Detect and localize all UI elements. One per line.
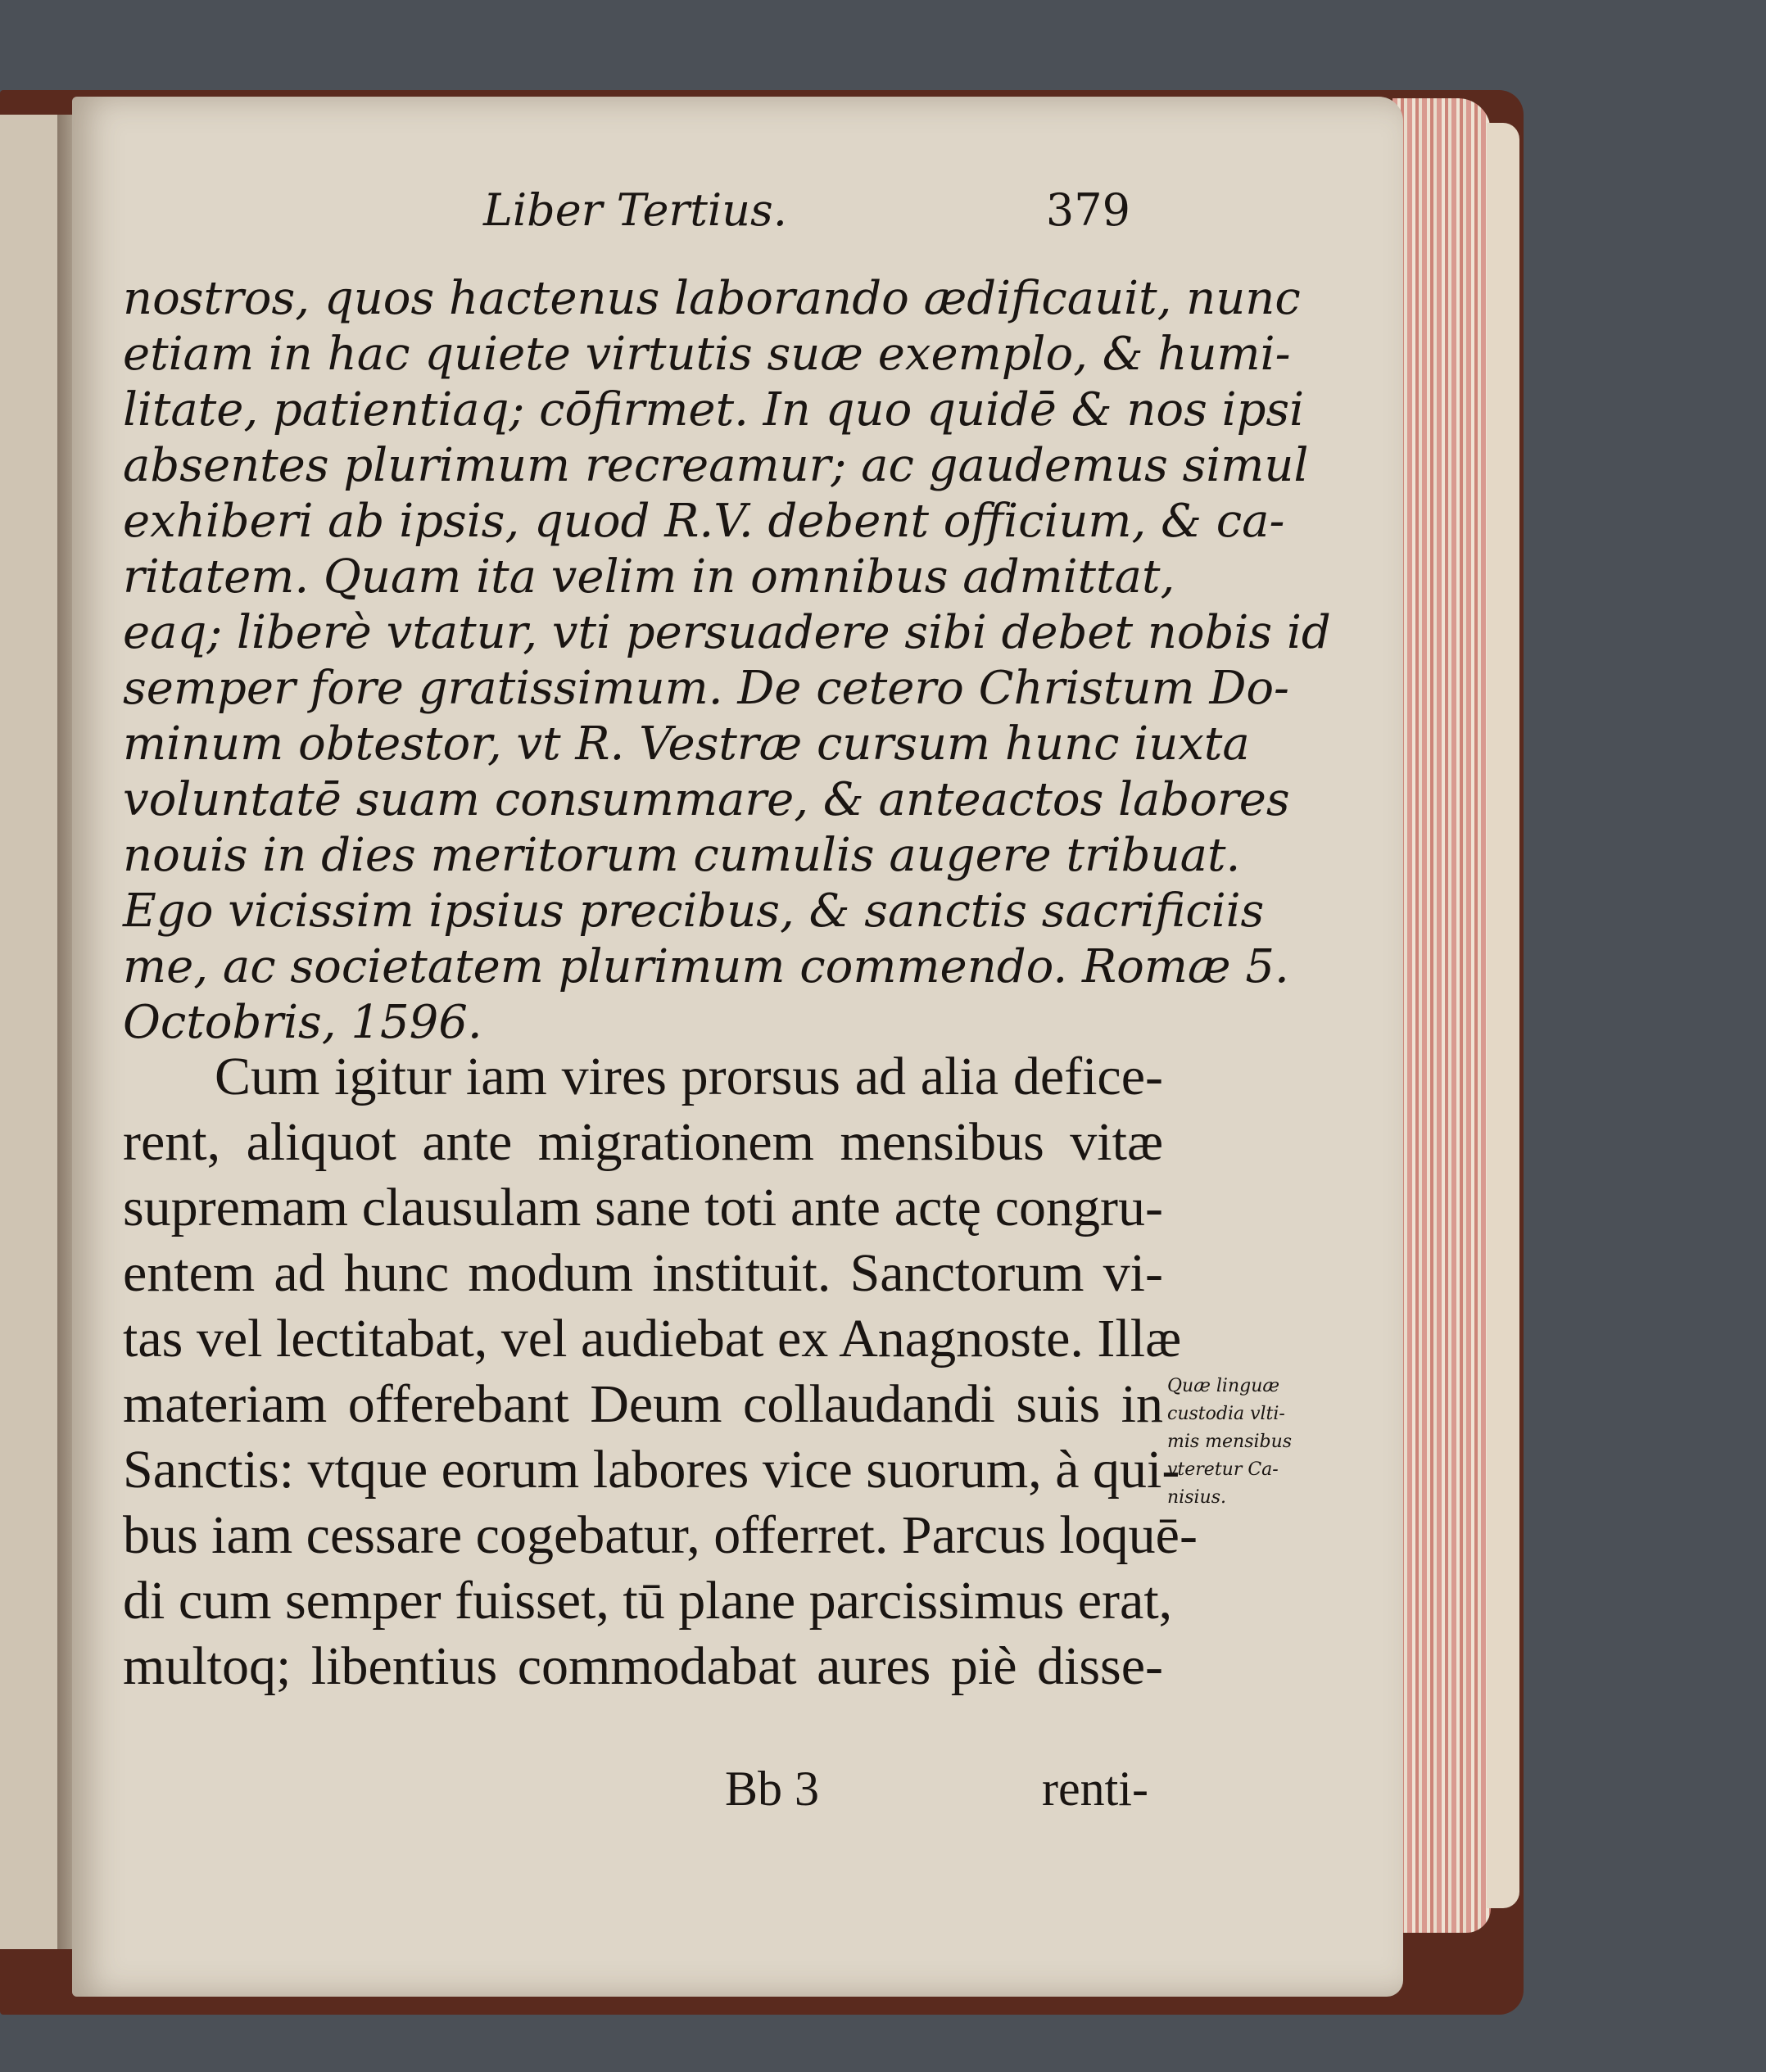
- text-line: Octobris, 1596.: [123, 996, 482, 1049]
- text-line: tas vel lectitabat, vel audiebat ex Anagnoste. Illæ: [123, 1309, 1182, 1369]
- text-line: entem ad hunc modum instituit. Sanctorum vi-: [123, 1243, 1163, 1303]
- catchword: renti-: [1042, 1762, 1148, 1816]
- text-line: minum obtestor, vt R. Vestræ cursum hunc iuxta: [123, 717, 1250, 771]
- text-line: nouis in dies meritorum cumulis augere tribuat.: [123, 829, 1241, 882]
- text-line: eaq; liberè vtatur, vti persuadere sibi debet nobis id: [123, 606, 1331, 659]
- marginal-note-line: mis mensibus: [1167, 1432, 1293, 1452]
- marginal-note-line: custodia vlti-: [1167, 1404, 1285, 1424]
- signature-mark: Bb 3: [725, 1762, 820, 1816]
- text-line: exhiberi ab ipsis, quod R.V. debent officium, & ca-: [123, 495, 1285, 548]
- text-line: Sanctis: vtque eorum labores vice suorum, à qui-: [123, 1440, 1180, 1500]
- text-line: semper fore gratissimum. De cetero Christum Do-: [123, 662, 1289, 715]
- marginal-note-line: Quæ linguæ: [1167, 1376, 1280, 1396]
- text-line: Cum igitur iam vires prorsus ad alia defice-: [215, 1047, 1163, 1106]
- text-line: rent, aliquot ante migrationem mensibus vitæ: [123, 1112, 1163, 1172]
- text-line: voluntatē suam consummare, & anteactos labores: [123, 773, 1290, 826]
- running-title: Liber Tertius.: [483, 184, 787, 236]
- text-line: materiam offerebant Deum collaudandi suis in: [123, 1374, 1163, 1434]
- text-line: litate, patientiaq; cōfirmet. In quo quidē & nos ipsi: [123, 383, 1305, 437]
- text-line: nostros, quos hactenus laborando ædificauit, nunc: [123, 272, 1301, 325]
- text-line: supremam clausulam sane toti ante actę congru-: [123, 1178, 1163, 1237]
- running-head: [483, 184, 1130, 236]
- text-line: absentes plurimum recreamur; ac gaudemus simul: [123, 439, 1309, 492]
- text-line: Ego vicissim ipsius precibus, & sanctis sacrificiis: [123, 884, 1265, 938]
- text-line: di cum semper fuisset, tū plane parcissimus erat,: [123, 1571, 1173, 1631]
- text-line: bus iam cessare cogebatur, offerret. Parcus loquē-: [123, 1505, 1198, 1565]
- page-number: 379: [1045, 184, 1130, 236]
- marginal-note-line: nisius.: [1167, 1487, 1226, 1508]
- marginal-note-line: vteretur Ca-: [1167, 1459, 1279, 1480]
- text-line: ritatem. Quam ita velim in omnibus admittat,: [123, 550, 1175, 604]
- text-line: multoq; libentius commodabat aures piè disse-: [123, 1636, 1163, 1696]
- text-line: etiam in hac quiete virtutis suæ exemplo, & humi-: [123, 328, 1291, 381]
- text-line: me, ac societatem plurimum commendo. Romæ 5.: [123, 940, 1289, 993]
